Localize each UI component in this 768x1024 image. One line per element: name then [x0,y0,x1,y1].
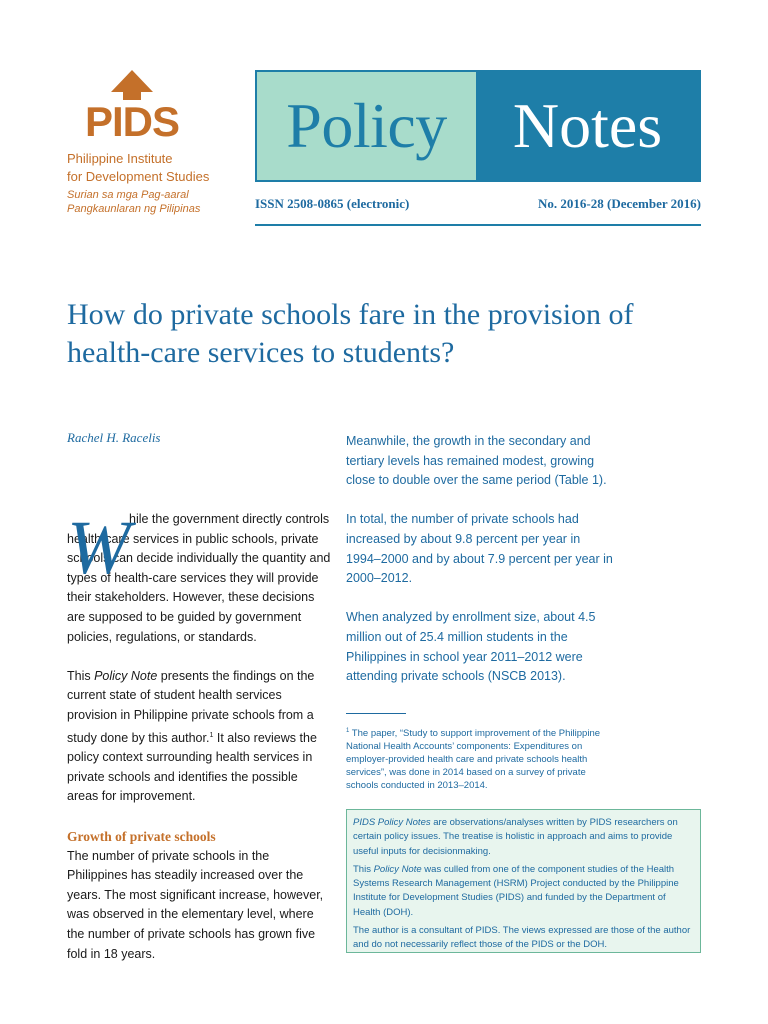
footnote-number: 1 [346,728,350,734]
right-paragraph-3: When analyzed by enrollment size, about 4.5 million out of 25.4 million students in the Philippines in school year 2011–2012 were attending private schools (NSCB 2013). [346,610,596,684]
growth-paragraph: The number of private schools in the Philippines has steadily increased over the years. The most significant increase, however, was observed in the elementary level, where the number of private schools has grown five fold in 18 years. [67,848,324,961]
header-rule [255,224,701,226]
org-fil-line1: Surian sa mga Pag-aaral [67,189,189,201]
infobox-paragraph-2: This Policy Note was culled from one of the component studies of the Health Systems Research Management (HSRM) Project conducted by the Philippine Institute for Development Studies (PIDS) and funded by the Department of Health (DOH). [353,863,679,918]
left-column [67,478,331,984]
infobox-paragraph-3: The author is a consultant of PIDS. The views expressed are those of the author and do not necessarily reflect those of the PIDS or the DOH. [353,925,691,951]
infobox-paragraph-1: PIDS Policy Notes are observations/analyses written by PIDS researchers on certain policy issues. The treatise is holistic in approach and aims to provide useful inputs for decisionmaking. [353,817,678,857]
pids-logo [67,70,197,140]
org-filipino-name [67,188,200,216]
drop-cap: W [67,506,131,590]
footnote-text: The paper, “Study to support improvement of the Philippine National Health Accounts’ components: Expenditures on employer-provided health care and private schools health services”, was done in 2014 based on a survey of private schools conducted in 2013–2014. [346,728,601,792]
footnote [346,725,616,792]
org-name-line1: Philippine Institute [67,151,173,166]
about-policy-notes-box [346,809,701,953]
org-name-line2: for Development Studies [67,169,210,184]
pids-logo-graphic [67,70,197,140]
right-paragraph-2: In total, the number of private schools had increased by about 9.8 percent per year in 1994–2000 and by about 7.9 percent per year in 2000–2012. [346,512,613,586]
svg-text:PIDS: PIDS [84,98,180,140]
intro-first-line: hile the government directly controls [129,512,330,526]
policy-notes-banner [255,70,701,182]
intro-rest: health-care services in public schools, private schools can decide individually the quantity and types of health-care services they will provide their stakeholders. However, these decisions are supposed to be guided by government policies, regulations, or standards. [67,531,331,644]
banner-right-panel [476,72,699,180]
intro-paragraph [67,506,331,647]
right-column [346,432,616,706]
banner-left-panel [257,72,476,180]
banner-word-policy: Policy [286,90,447,161]
footnote-ref[interactable]: 1 [209,731,214,739]
article-title: How do private schools fare in the provision of health-care services to students? [67,298,634,369]
policy-note-emphasis: Policy Note [94,668,158,683]
banner-word-notes: Notes [512,90,663,161]
section-heading-growth: Growth of private schools [67,828,216,844]
purpose-paragraph: This Policy Note presents the findings on the current state of student health services provision in Philippine private schools from a study done by this author.$^1$ It also reviews the policy context surrounding health services in private schools and identifies the possible areas for improvement. [67,668,317,804]
author-name: Rachel H. Racelis [67,430,161,445]
footnote-rule [346,713,406,714]
right-paragraph-1: Meanwhile, the growth in the secondary and tertiary levels has remained modest, growing close to double over the same period (Table 1). [346,434,607,488]
issn-label: ISSN 2508-0865 (electronic) [255,196,410,211]
org-fil-line2: Pangkaunlaran ng Pilipinas [67,203,201,215]
org-name [67,150,209,186]
issue-number: No. 2016-28 (December 2016) [538,196,701,211]
